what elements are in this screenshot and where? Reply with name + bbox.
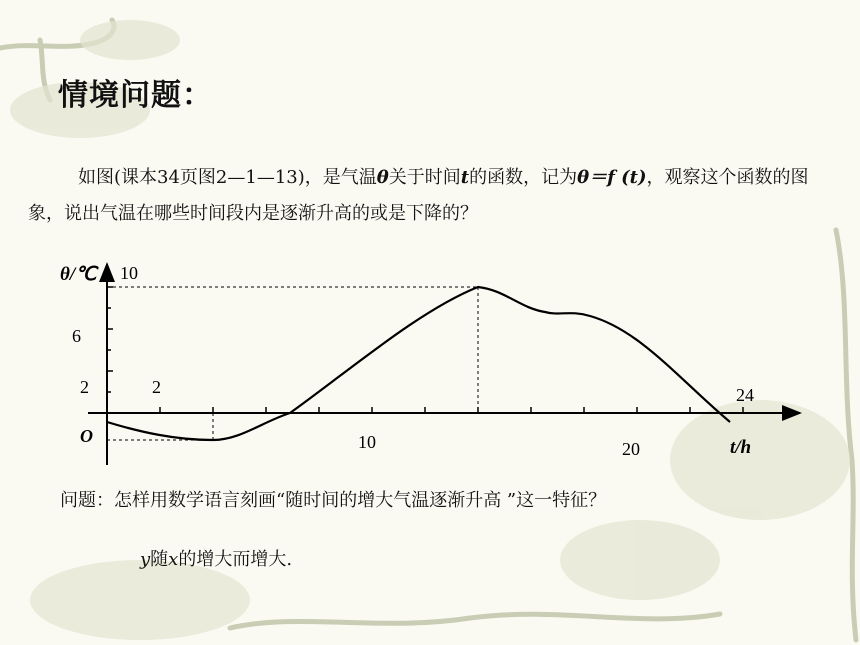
bottom-vine: [230, 614, 720, 628]
theta-symbol: θ: [376, 167, 389, 188]
paragraph-text: ，观察这个函数的图象，说出气温在哪些时间段内是逐渐升高的或是下降的？: [28, 167, 809, 224]
tick-label-10-bottom: 10: [358, 432, 376, 452]
answer-x: x: [168, 549, 179, 570]
tick-label-6: 6: [72, 326, 81, 346]
y-axis-label: θ/℃: [60, 264, 97, 285]
paragraph-text: 如图(课本34页图2—1—13)，是气温: [78, 167, 377, 188]
leaf-decoration: [30, 560, 250, 640]
answer-y: y: [140, 549, 151, 570]
temperature-curve: [107, 287, 730, 440]
x-axis-label: t/h: [730, 437, 752, 458]
origin-label: O: [80, 426, 93, 446]
section-heading: 情境问题：: [58, 78, 213, 113]
tick-label-2-inner: 2: [152, 377, 161, 397]
dashed-guides: [107, 287, 478, 440]
answer-rest: 的增大而增大.: [178, 549, 293, 570]
tick-label-24: 24: [736, 385, 754, 405]
tick-label-10-top: 10: [120, 263, 138, 283]
leaf-decoration: [80, 20, 180, 60]
t-symbol: t: [460, 167, 470, 188]
question-text: 问题：怎样用数学语言刻画“随时间的增大气温逐渐升高 ”这一特征？: [60, 490, 607, 511]
temperature-graph: [0, 250, 860, 470]
leaf-decoration: [560, 520, 720, 600]
problem-paragraph: [28, 160, 840, 232]
answer-text: [140, 545, 292, 571]
tick-label-2-left: 2: [80, 377, 89, 397]
paragraph-text: 的函数，记为: [469, 167, 578, 188]
tick-label-20: 20: [622, 439, 640, 459]
paragraph-text: 关于时间: [388, 167, 461, 188]
function-formula: θ＝f (t): [577, 167, 647, 188]
answer-mid: 随: [150, 549, 169, 570]
